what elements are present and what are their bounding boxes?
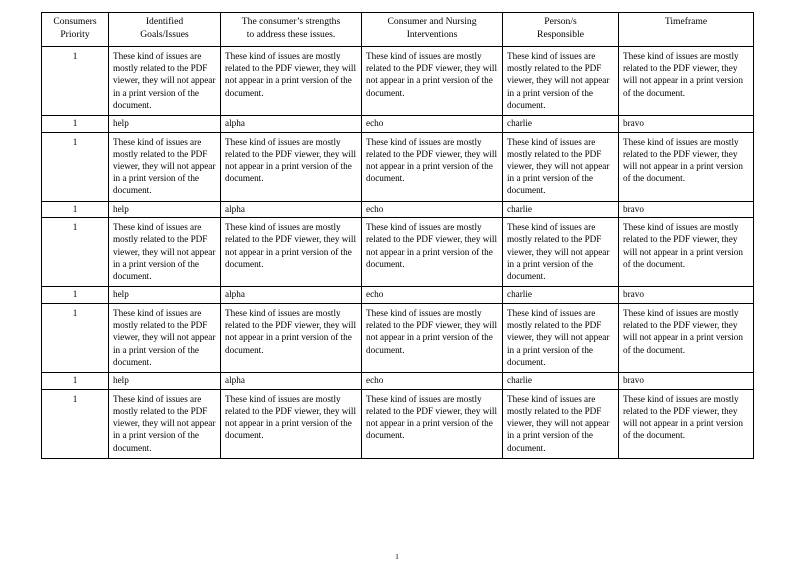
column-header-line: Consumers (53, 16, 97, 27)
table-cell: These kind of issues are mostly related to the PDF viewer, they will not appear in a print version of the document. (503, 218, 619, 287)
column-header-4 (503, 13, 619, 47)
cell-priority: 1 (42, 46, 109, 115)
table-cell: alpha (221, 116, 362, 133)
table-cell: These kind of issues are mostly related to the PDF viewer, they will not appear in a print version of the document. (503, 46, 619, 115)
table-cell: These kind of issues are mostly related to the PDF viewer, they will not appear in a print version of the document. (109, 218, 221, 287)
column-header-3 (362, 13, 503, 47)
table-body (42, 46, 754, 458)
table-cell: charlie (503, 373, 619, 390)
page-number: 1 (395, 552, 399, 561)
cell-priority: 1 (42, 201, 109, 218)
table-row (42, 303, 754, 372)
column-header-0 (42, 13, 109, 47)
table-cell: These kind of issues are mostly related to the PDF viewer, they will not appear in a print version of the document. (109, 46, 221, 115)
table-cell: These kind of issues are mostly related to the PDF viewer, they will not appear in a print version of the document. (109, 132, 221, 201)
cell-priority: 1 (42, 373, 109, 390)
column-header-line: to address these issues. (246, 28, 336, 40)
cell-priority: 1 (42, 132, 109, 201)
table-cell: These kind of issues are mostly related to the PDF viewer, they will not appear in a print version of the document. (619, 132, 754, 201)
table-cell: charlie (503, 287, 619, 304)
column-header-line: Goals/Issues (140, 28, 189, 40)
table-cell: These kind of issues are mostly related to the PDF viewer, they will not appear in a print version of the document. (362, 46, 503, 115)
table-row (42, 373, 754, 390)
table-cell: echo (362, 373, 503, 390)
table-cell: These kind of issues are mostly related to the PDF viewer, they will not appear in a print version of the document. (503, 303, 619, 372)
table-cell: alpha (221, 287, 362, 304)
cell-priority: 1 (42, 218, 109, 287)
table-cell: charlie (503, 201, 619, 218)
table-cell: These kind of issues are mostly related to the PDF viewer, they will not appear in a print version of the document. (221, 389, 362, 458)
table-row (42, 287, 754, 304)
care-plan-table (41, 12, 754, 459)
column-header-line: Timeframe (664, 16, 708, 27)
column-header-line: Priority (60, 28, 90, 40)
table-header-row (42, 13, 754, 47)
table-cell: bravo (619, 116, 754, 133)
table-cell: echo (362, 116, 503, 133)
cell-priority: 1 (42, 389, 109, 458)
cell-priority: 1 (42, 116, 109, 133)
table-cell: These kind of issues are mostly related to the PDF viewer, they will not appear in a print version of the document. (619, 46, 754, 115)
table-cell: charlie (503, 116, 619, 133)
column-header-1 (109, 13, 221, 47)
table-cell: help (109, 116, 221, 133)
table-cell: These kind of issues are mostly related to the PDF viewer, they will not appear in a print version of the document. (619, 303, 754, 372)
cell-priority: 1 (42, 287, 109, 304)
column-header-line: The consumer’s strengths (241, 16, 341, 27)
column-header-2 (221, 13, 362, 47)
table-cell: These kind of issues are mostly related to the PDF viewer, they will not appear in a print version of the document. (619, 218, 754, 287)
column-header-line: Interventions (406, 28, 458, 40)
table-cell: These kind of issues are mostly related to the PDF viewer, they will not appear in a print version of the document. (221, 218, 362, 287)
table-cell: bravo (619, 201, 754, 218)
table-cell: These kind of issues are mostly related to the PDF viewer, they will not appear in a print version of the document. (362, 389, 503, 458)
table-cell: These kind of issues are mostly related to the PDF viewer, they will not appear in a print version of the document. (221, 132, 362, 201)
table-cell: These kind of issues are mostly related to the PDF viewer, they will not appear in a print version of the document. (221, 46, 362, 115)
table-cell: help (109, 201, 221, 218)
table-cell: These kind of issues are mostly related to the PDF viewer, they will not appear in a print version of the document. (362, 303, 503, 372)
column-header-line: Consumer and Nursing (387, 16, 477, 27)
table-row (42, 218, 754, 287)
column-header-5 (619, 13, 754, 47)
column-header-line: Person/s (544, 16, 577, 27)
table-cell: These kind of issues are mostly related to the PDF viewer, they will not appear in a print version of the document. (362, 218, 503, 287)
table-cell: bravo (619, 287, 754, 304)
table-cell: These kind of issues are mostly related to the PDF viewer, they will not appear in a print version of the document. (503, 132, 619, 201)
column-header-line: Identified (145, 16, 184, 27)
table-cell: These kind of issues are mostly related to the PDF viewer, they will not appear in a print version of the document. (362, 132, 503, 201)
table-cell: help (109, 373, 221, 390)
table-cell: These kind of issues are mostly related to the PDF viewer, they will not appear in a print version of the document. (503, 389, 619, 458)
table-cell: These kind of issues are mostly related to the PDF viewer, they will not appear in a print version of the document. (109, 389, 221, 458)
table-cell: echo (362, 201, 503, 218)
table-row (42, 46, 754, 115)
table-cell: bravo (619, 373, 754, 390)
table-cell: alpha (221, 201, 362, 218)
table-cell: echo (362, 287, 503, 304)
table-row (42, 132, 754, 201)
table-row (42, 116, 754, 133)
table-row (42, 201, 754, 218)
table-row (42, 389, 754, 458)
table-cell: These kind of issues are mostly related to the PDF viewer, they will not appear in a print version of the document. (619, 389, 754, 458)
table-cell: help (109, 287, 221, 304)
column-header-line: Responsible (537, 28, 584, 40)
table-cell: alpha (221, 373, 362, 390)
table-header (42, 13, 754, 47)
table-cell: These kind of issues are mostly related to the PDF viewer, they will not appear in a print version of the document. (221, 303, 362, 372)
table-cell: These kind of issues are mostly related to the PDF viewer, they will not appear in a print version of the document. (109, 303, 221, 372)
cell-priority: 1 (42, 303, 109, 372)
